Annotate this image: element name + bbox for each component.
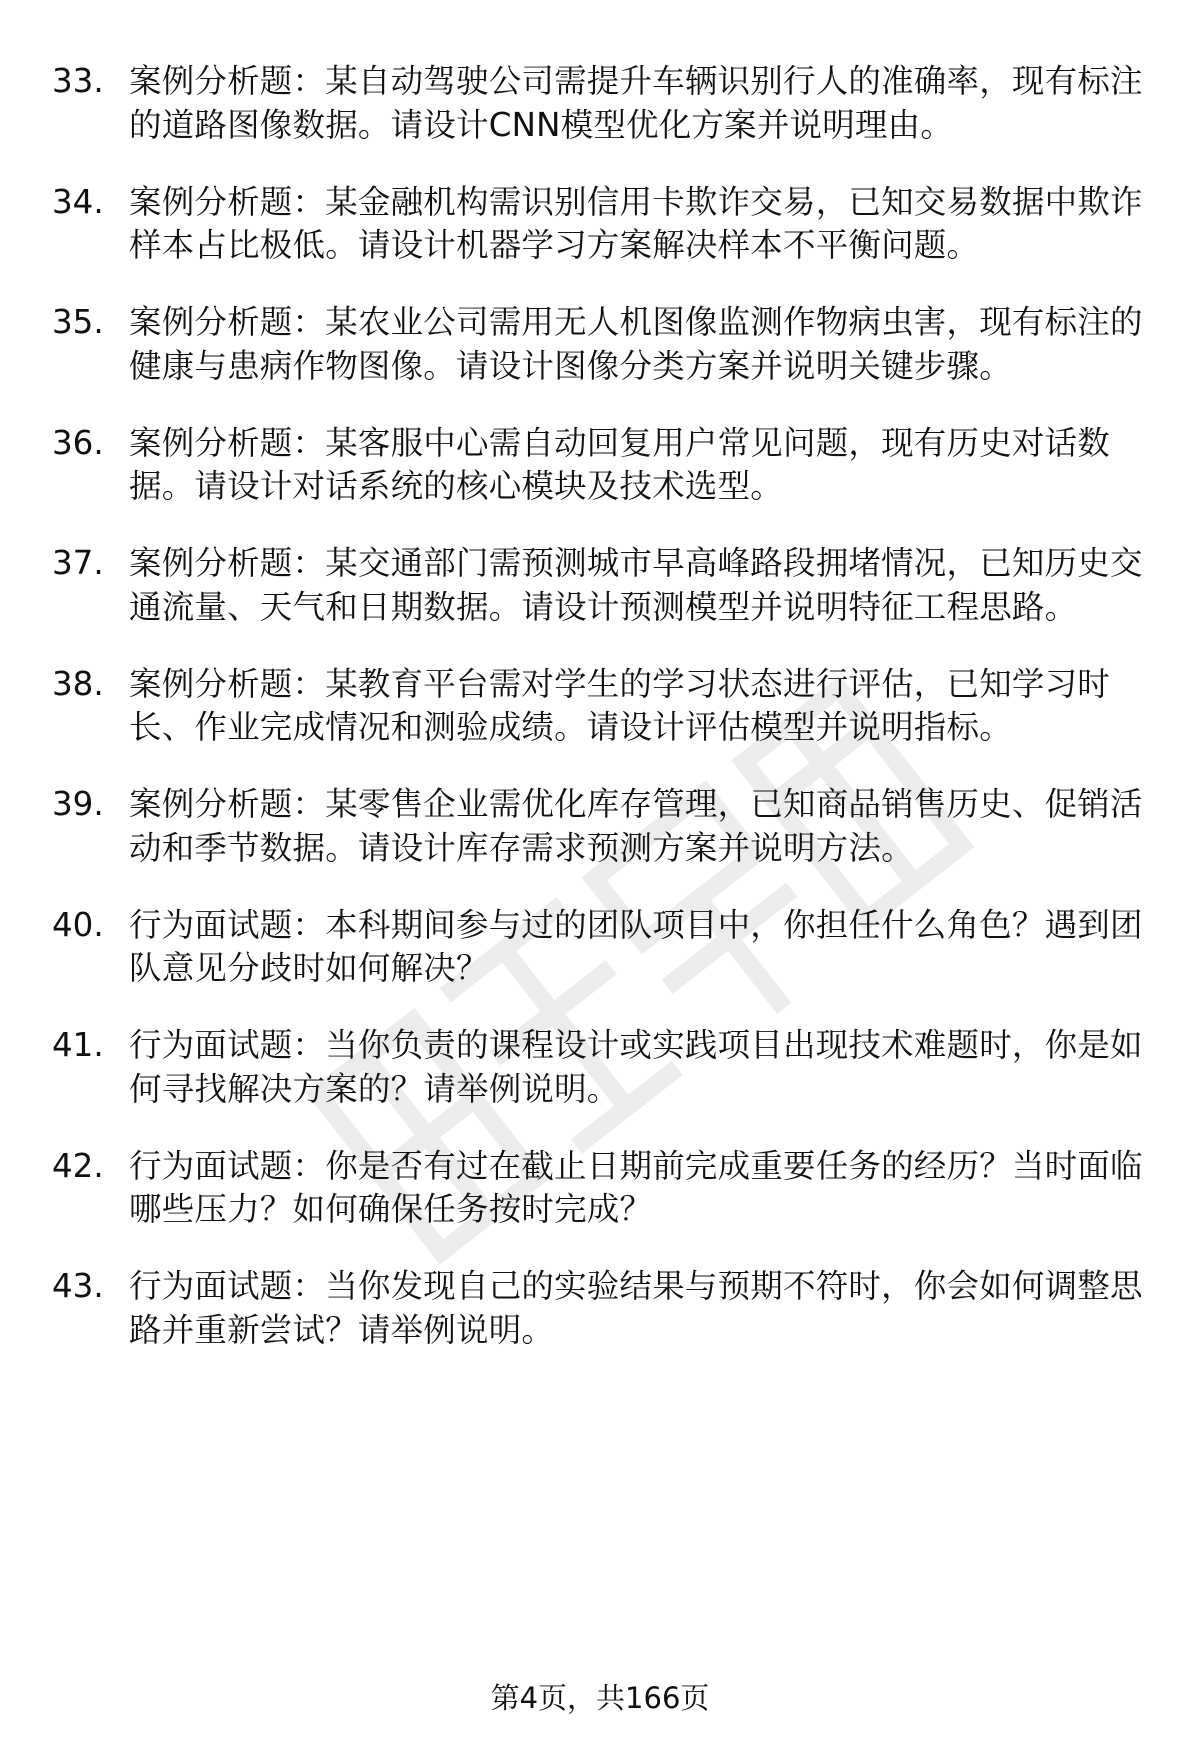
list-item	[52, 422, 1152, 509]
list-item	[52, 542, 1152, 629]
question-text: 案例分析题：某农业公司需用无人机图像监测作物病虫害，现有标注的健康与患病作物图像。请设计图像分类方案并说明关键步骤。	[129, 303, 1143, 385]
question-text: 案例分析题：某客服中心需自动回复用户常见问题，现有历史对话数据。请设计对话系统的核心模块及技术选型。	[129, 423, 1111, 505]
question-number: 34.	[52, 182, 104, 221]
page-footer: 第4页，共166页	[490, 1681, 710, 1715]
list-item	[52, 783, 1152, 870]
list-item	[52, 1145, 1152, 1232]
question-number: 40.	[52, 905, 104, 944]
list-item	[52, 1265, 1152, 1352]
question-text: 案例分析题：某教育平台需对学生的学习状态进行评估，已知学习时长、作业完成情况和测验成绩。请设计评估模型并说明指标。	[129, 664, 1111, 746]
question-text: 行为面试题：当你负责的课程设计或实践项目出现技术难题时，你是如何寻找解决方案的？请举例说明。	[129, 1026, 1143, 1108]
list-item	[52, 663, 1152, 750]
question-number: 33.	[52, 62, 104, 100]
question-number: 39.	[52, 785, 104, 823]
question-number: 37.	[52, 544, 104, 582]
question-text: 行为面试题：本科期间参与过的团队项目中，你担任什么角色？遇到团队意见分歧时如何解决？	[129, 905, 1143, 987]
question-text: 案例分析题：某金融机构需识别信用卡欺诈交易，已知交易数据中欺诈样本占比极低。请设计机器学习方案解决样本不平衡问题。	[129, 182, 1143, 264]
question-text: 行为面试题：当你发现自己的实验结果与预期不符时，你会如何调整思路并重新尝试？请举例说明。	[129, 1267, 1143, 1349]
question-number: 41.	[52, 1026, 104, 1064]
list-item	[52, 301, 1152, 388]
question-text: 案例分析题：某自动驾驶公司需提升车辆识别行人的准确率，现有标注的道路图像数据。请设计CNN模型优化方案并说明理由。	[129, 62, 1143, 144]
question-number: 43.	[52, 1267, 104, 1305]
question-number: 35.	[52, 303, 104, 341]
list-item	[52, 1024, 1152, 1111]
question-text: 案例分析题：某交通部门需预测城市早高峰路段拥堵情况，已知历史交通流量、天气和日期数据。请设计预测模型并说明特征工程思路。	[129, 544, 1143, 626]
list-item	[52, 60, 1152, 147]
question-text: 案例分析题：某零售企业需优化库存管理，已知商品销售历史、促销活动和季节数据。请设计库存需求预测方案并说明方法。	[129, 785, 1143, 867]
question-number: 36.	[52, 423, 104, 462]
question-number: 38.	[52, 664, 104, 703]
list-item	[52, 181, 1152, 268]
question-list	[52, 60, 1152, 1386]
list-item	[52, 904, 1152, 991]
question-text: 行为面试题：你是否有过在截止日期前完成重要任务的经历？当时面临哪些压力？如何确保任务按时完成？	[129, 1146, 1143, 1228]
question-number: 42.	[52, 1146, 104, 1185]
